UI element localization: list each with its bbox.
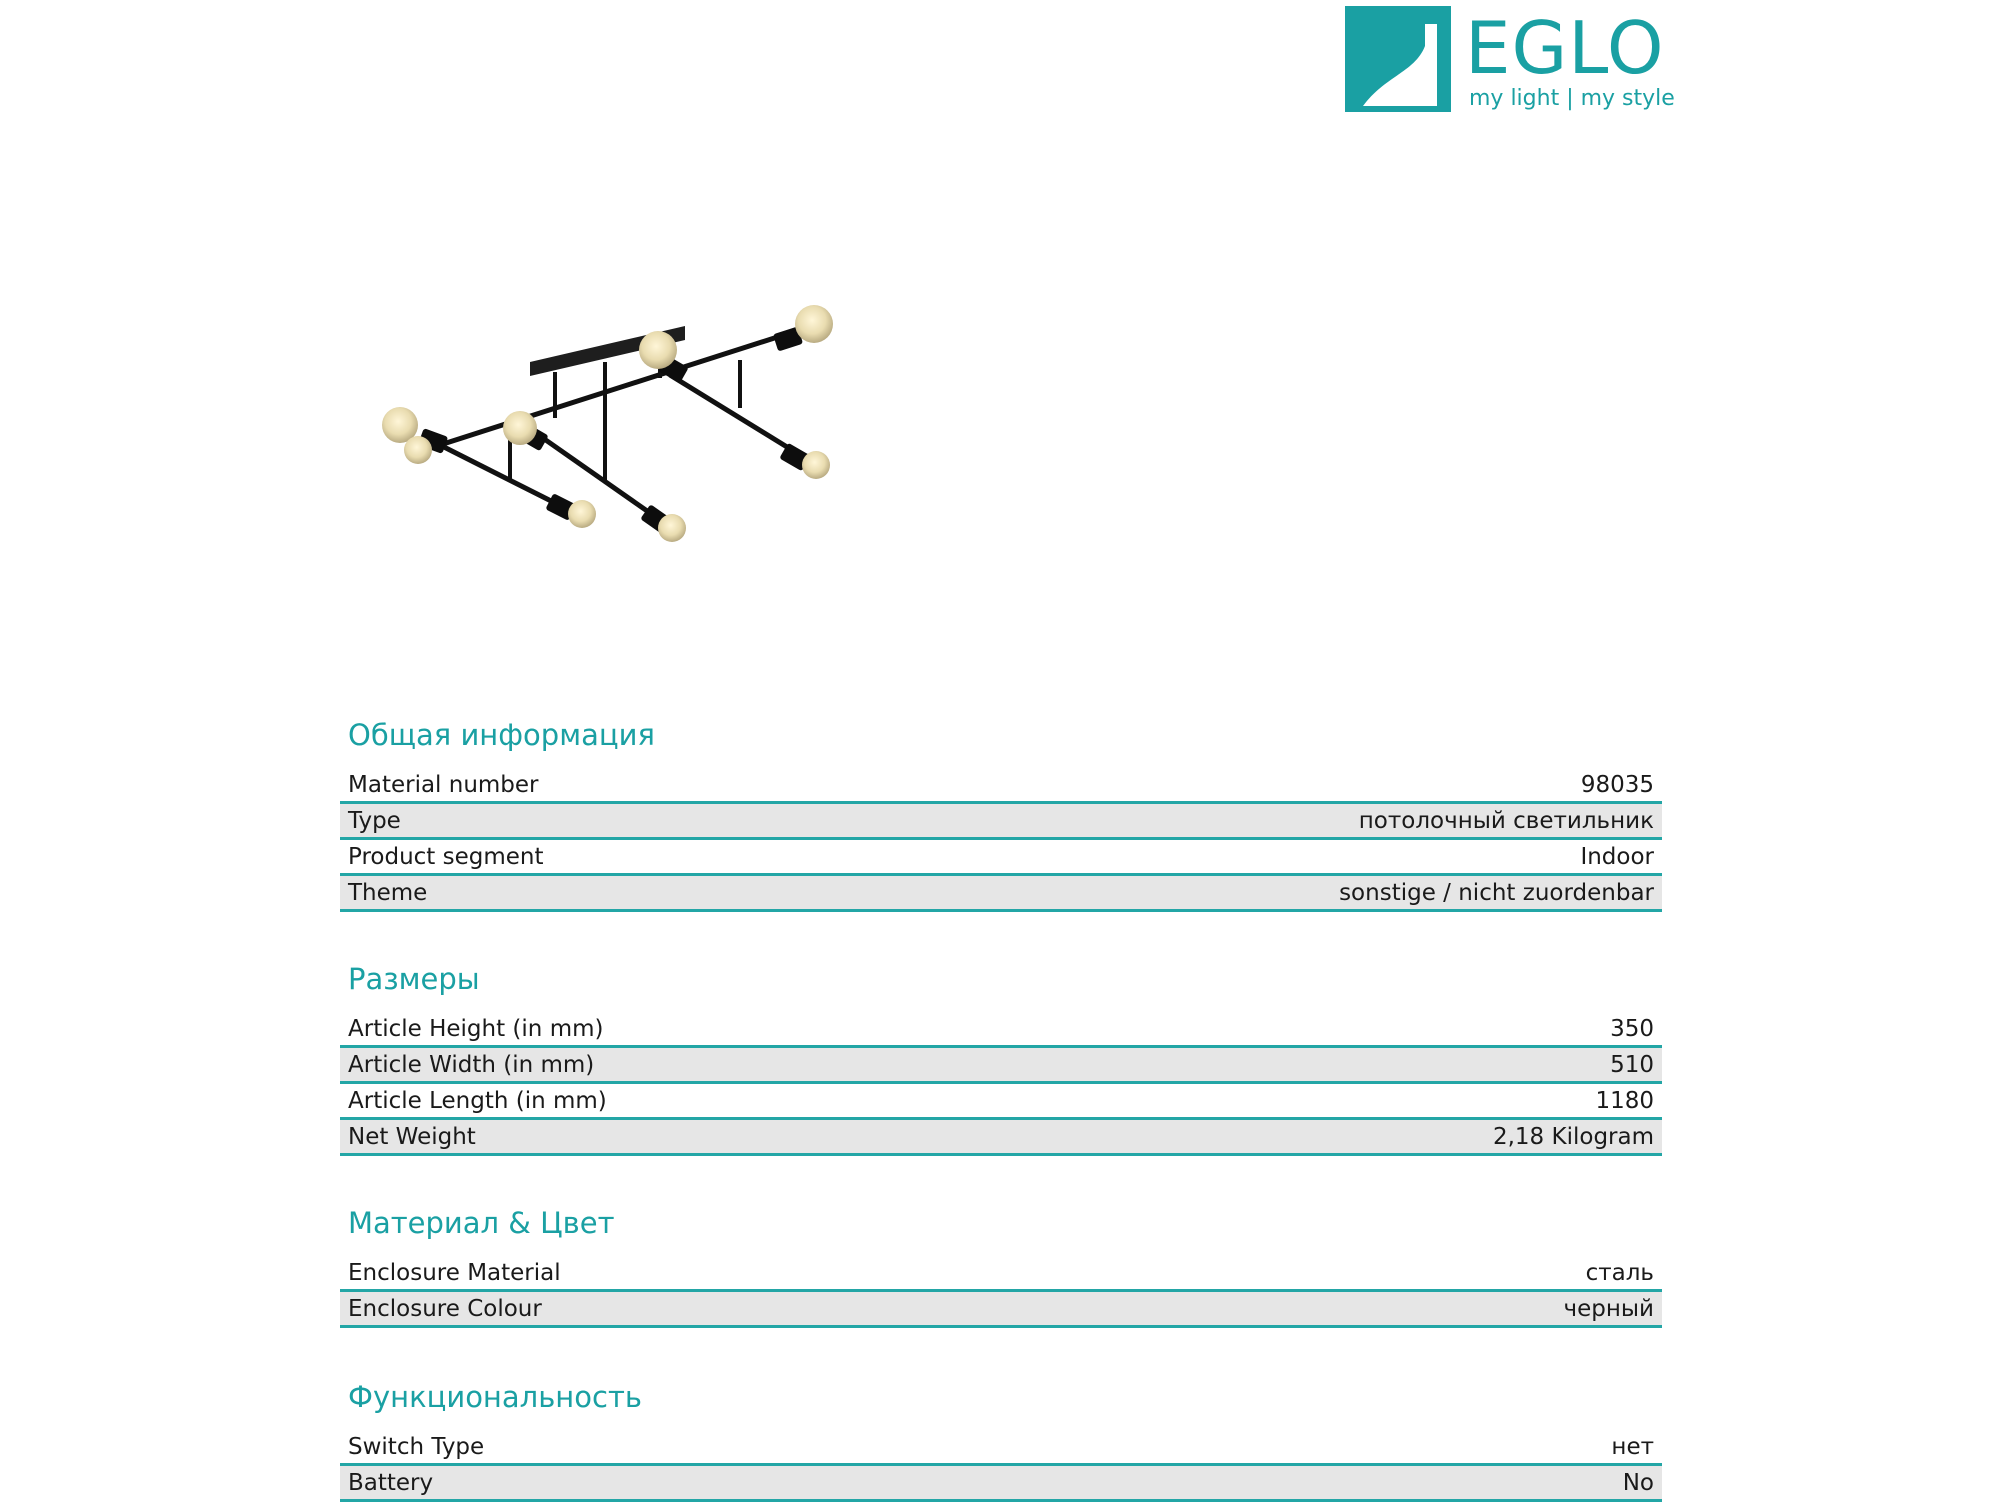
eglo-wordmark: EGLO: [1465, 6, 1665, 90]
row-value: сталь: [1585, 1259, 1654, 1286]
row-label: Type: [348, 807, 401, 834]
row-value: черный: [1563, 1295, 1654, 1322]
table-row: [340, 1466, 1662, 1502]
row-label: Enclosure Colour: [348, 1295, 542, 1322]
row-label: Theme: [348, 879, 428, 906]
row-label: Article Height (in mm): [348, 1015, 604, 1042]
spec-table-material: [340, 1256, 1662, 1328]
table-row: [340, 840, 1662, 876]
row-label: Article Width (in mm): [348, 1051, 595, 1078]
row-value: нет: [1611, 1433, 1654, 1460]
table-row: [340, 768, 1662, 804]
row-label: Battery: [348, 1469, 434, 1496]
eglo-logo-mark-icon: [1345, 6, 1451, 112]
row-label: Enclosure Material: [348, 1259, 561, 1286]
spec-table-general: [340, 768, 1662, 912]
row-value: потолочный светильник: [1358, 807, 1654, 834]
table-row: [340, 1084, 1662, 1120]
table-row: [340, 1120, 1662, 1156]
row-value: No: [1622, 1469, 1654, 1496]
eglo-logo: [1345, 6, 1675, 112]
row-label: Switch Type: [348, 1433, 485, 1460]
row-value: 98035: [1580, 771, 1654, 798]
row-label: Article Length (in mm): [348, 1087, 607, 1114]
row-value: sonstige / nicht zuordenbar: [1339, 879, 1654, 906]
section-title-dimensions: Размеры: [348, 962, 480, 996]
table-row: [340, 804, 1662, 840]
table-row: [340, 876, 1662, 912]
table-row: [340, 1430, 1662, 1466]
row-value: 510: [1610, 1051, 1654, 1078]
table-row: [340, 1256, 1662, 1292]
row-label: Product segment: [348, 843, 544, 870]
row-value: 1180: [1595, 1087, 1654, 1114]
table-row: [340, 1012, 1662, 1048]
section-title-general: Общая информация: [348, 718, 655, 752]
row-label: Material number: [348, 771, 539, 798]
table-row: [340, 1048, 1662, 1084]
spec-table-dimensions: [340, 1012, 1662, 1156]
eglo-tagline: my light | my style: [1469, 86, 1675, 111]
row-value: 2,18 Kilogram: [1492, 1123, 1654, 1150]
table-row: [340, 1292, 1662, 1328]
row-value: 350: [1610, 1015, 1654, 1042]
section-title-functionality: Функциональность: [348, 1380, 642, 1414]
spec-table-functionality: [340, 1430, 1662, 1502]
row-value: Indoor: [1580, 843, 1654, 870]
ceiling-lamp-image: [370, 300, 870, 550]
section-title-material: Материал & Цвет: [348, 1206, 615, 1240]
row-label: Net Weight: [348, 1123, 476, 1150]
